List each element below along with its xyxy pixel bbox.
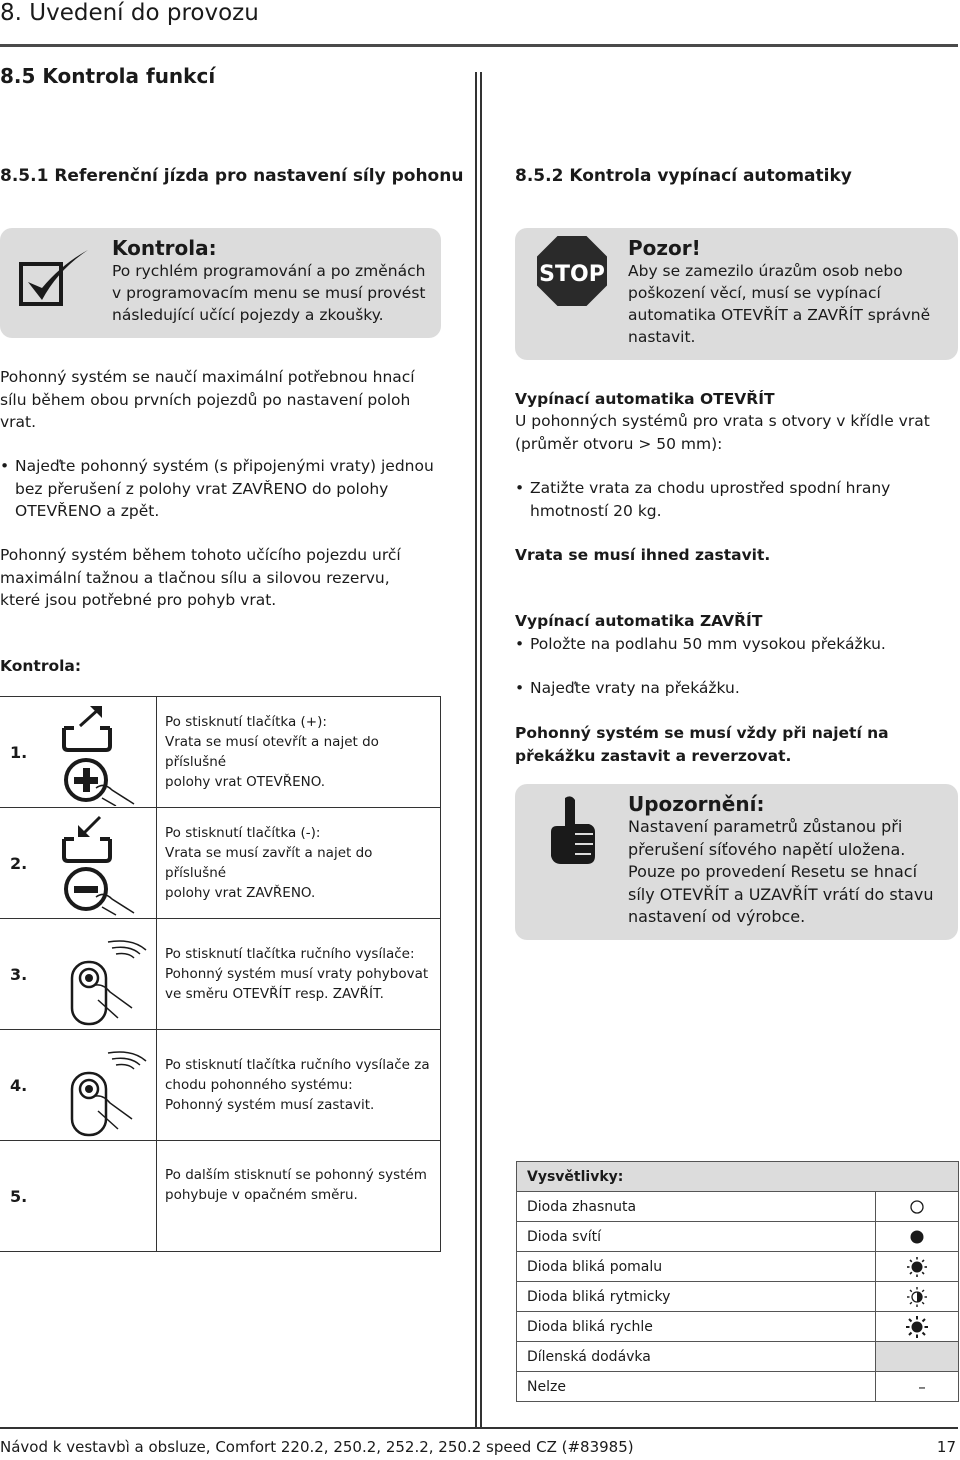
- step-number: 3.: [0, 919, 42, 1030]
- empty-illustration-cell: [42, 1141, 157, 1252]
- step-number: 2.: [0, 808, 42, 919]
- chapter-title: 8. Uvedení do provozu: [0, 0, 259, 26]
- table-row: [517, 1192, 959, 1222]
- table-row: [0, 808, 441, 919]
- step-number: 1.: [0, 697, 42, 808]
- table-row: [0, 697, 441, 808]
- steps-table: [0, 696, 441, 1252]
- step-number: 4.: [0, 1030, 42, 1141]
- legend-label: Dioda svítí: [517, 1222, 876, 1252]
- column-divider: [475, 72, 477, 1427]
- intro-paragraph: Pohonný systém se naučí maximální potřebnou hnací sílu během obou prvních pojezdů po nastavení poloh vrat.: [0, 368, 415, 431]
- warning-note-title: Upozornění:: [628, 792, 765, 816]
- stop-note-title: Pozor!: [628, 236, 701, 260]
- close-bullet-2: • Najeďte vraty na překážku.: [515, 677, 740, 700]
- warning-note: [515, 784, 958, 940]
- factory-shade-swatch: [876, 1342, 959, 1372]
- drive-bullet: • Najeďte pohonný systém (s připojenými vraty) jednou bez přerušení z polohy vrat ZAVŘENO do polohy OTEVŘENO a zpět.: [0, 455, 434, 523]
- open-bullet: • Zatižte vrata za chodu uprostřed spodní hrany hmotností 20 kg.: [515, 477, 890, 522]
- open-heading: Vypínací automatika OTEVŘÍT: [515, 390, 775, 408]
- subsection-title-left: 8.5.1 Referenční jízda pro nastavení síly pohonu: [0, 166, 464, 186]
- table-row: [517, 1372, 959, 1402]
- table-row: [517, 1342, 959, 1372]
- open-result: Vrata se musí ihned zastavit.: [515, 546, 771, 564]
- table-row: [517, 1222, 959, 1252]
- legend-table: [516, 1161, 959, 1402]
- stop-sign-text: STOP: [539, 262, 605, 287]
- header-rule: [0, 44, 958, 47]
- close-button-illustration: [42, 808, 157, 919]
- step-number: 5.: [0, 1141, 42, 1252]
- section-title: 8.5 Kontrola funkcí: [0, 64, 216, 88]
- remote-transmitter-illustration: [42, 919, 157, 1030]
- warning-note-text: Nastavení parametrů zůstanou při přerušení síťového napětí uložena. Pouze po provedení Resetu se hnací síly OTEVŘÍT a UZAVŘÍT vrátí do stavu nastavení od výrobce.: [628, 817, 934, 926]
- check-note: [0, 228, 441, 338]
- not-possible-symbol: –: [876, 1372, 959, 1402]
- kontrola-label: Kontrola:: [0, 657, 82, 675]
- legend-label: Dioda bliká pomalu: [517, 1252, 876, 1282]
- page-number: 17: [936, 1438, 956, 1456]
- subsection-title-right: 8.5.2 Kontrola vypínací automatiky: [515, 166, 852, 186]
- table-row: [517, 1312, 959, 1342]
- column-divider-2: [480, 72, 482, 1427]
- table-row: [0, 919, 441, 1030]
- close-bullet-1: • Položte na podlahu 50 mm vysokou překážku.: [515, 633, 886, 656]
- step-text: Po stisknutí tlačítka ručního vysílače za chodu pohonného systému: Pohonný systém musí zastavit.: [157, 1030, 441, 1141]
- check-note-text: Po rychlém programování a po změnách v programovacím menu se musí provést následující učící pojezdy a zkoušky.: [112, 262, 426, 324]
- legend-label: Dílenská dodávka: [517, 1342, 876, 1372]
- footer-text: Návod k vestavbì a obsluze, Comfort 220.2, 250.2, 252.2, 250.2 speed CZ (#83985): [0, 1438, 634, 1456]
- step-text: Po stisknutí tlačítka (-): Vrata se musí zavřít a najet do příslušné polohy vrat ZAVŘENO.: [157, 808, 441, 919]
- table-row: [0, 1030, 441, 1141]
- led-on-icon: [876, 1222, 959, 1252]
- legend-label: Dioda zhasnuta: [517, 1192, 876, 1222]
- legend-label: Nelze: [517, 1372, 876, 1402]
- checkmark-icon: [18, 244, 90, 310]
- led-rhythmic-icon: [876, 1282, 959, 1312]
- legend-label: Dioda bliká rytmicky: [517, 1282, 876, 1312]
- open-text: U pohonných systémů pro vrata s otvory v křídle vrat (průměr otvoru > 50 mm):: [515, 412, 930, 453]
- stop-note: [515, 228, 958, 360]
- led-slow-icon: [876, 1252, 959, 1282]
- stop-sign-icon: [537, 236, 607, 306]
- learning-paragraph: Pohonný systém během tohoto učícího pojezdu určí maximální tažnou a tlačnou sílu a silovou rezervu, které jsou potřebné pro pohyb vrat.: [0, 546, 401, 609]
- check-note-title: Kontrola:: [112, 236, 217, 260]
- legend-header: [517, 1162, 959, 1192]
- remote-transmitter-illustration: [42, 1030, 157, 1141]
- legend-label: Dioda bliká rychle: [517, 1312, 876, 1342]
- close-result: Pohonný systém se musí vždy při najetí na překážku zastavit a reverzovat.: [515, 724, 889, 765]
- table-row: [517, 1252, 959, 1282]
- table-row: [517, 1282, 959, 1312]
- table-row: [0, 1141, 441, 1252]
- pointing-finger-icon: [545, 794, 605, 866]
- close-heading: Vypínací automatika ZAVŘÍT: [515, 612, 763, 630]
- step-text: Po stisknutí tlačítka ručního vysílače: Pohonný systém musí vraty pohybovat ve směru OTEVŘÍT resp. ZAVŘÍT.: [157, 919, 441, 1030]
- footer-rule: [0, 1427, 958, 1429]
- legend-title: Vysvětlivky:: [517, 1162, 959, 1192]
- led-off-icon: [876, 1192, 959, 1222]
- stop-note-text: Aby se zamezilo úrazům osob nebo poškození věcí, musí se vypínací automatika OTEVŘÍT a ZAVŘÍT správně nastavit.: [628, 262, 931, 346]
- open-button-illustration: [42, 697, 157, 808]
- step-text: Po stisknutí tlačítka (+): Vrata se musí otevřít a najet do příslušné polohy vrat OTEVŘENO.: [157, 697, 441, 808]
- step-text: Po dalším stisknutí se pohonný systém pohybuje v opačném směru.: [157, 1141, 441, 1252]
- led-fast-icon: [876, 1312, 959, 1342]
